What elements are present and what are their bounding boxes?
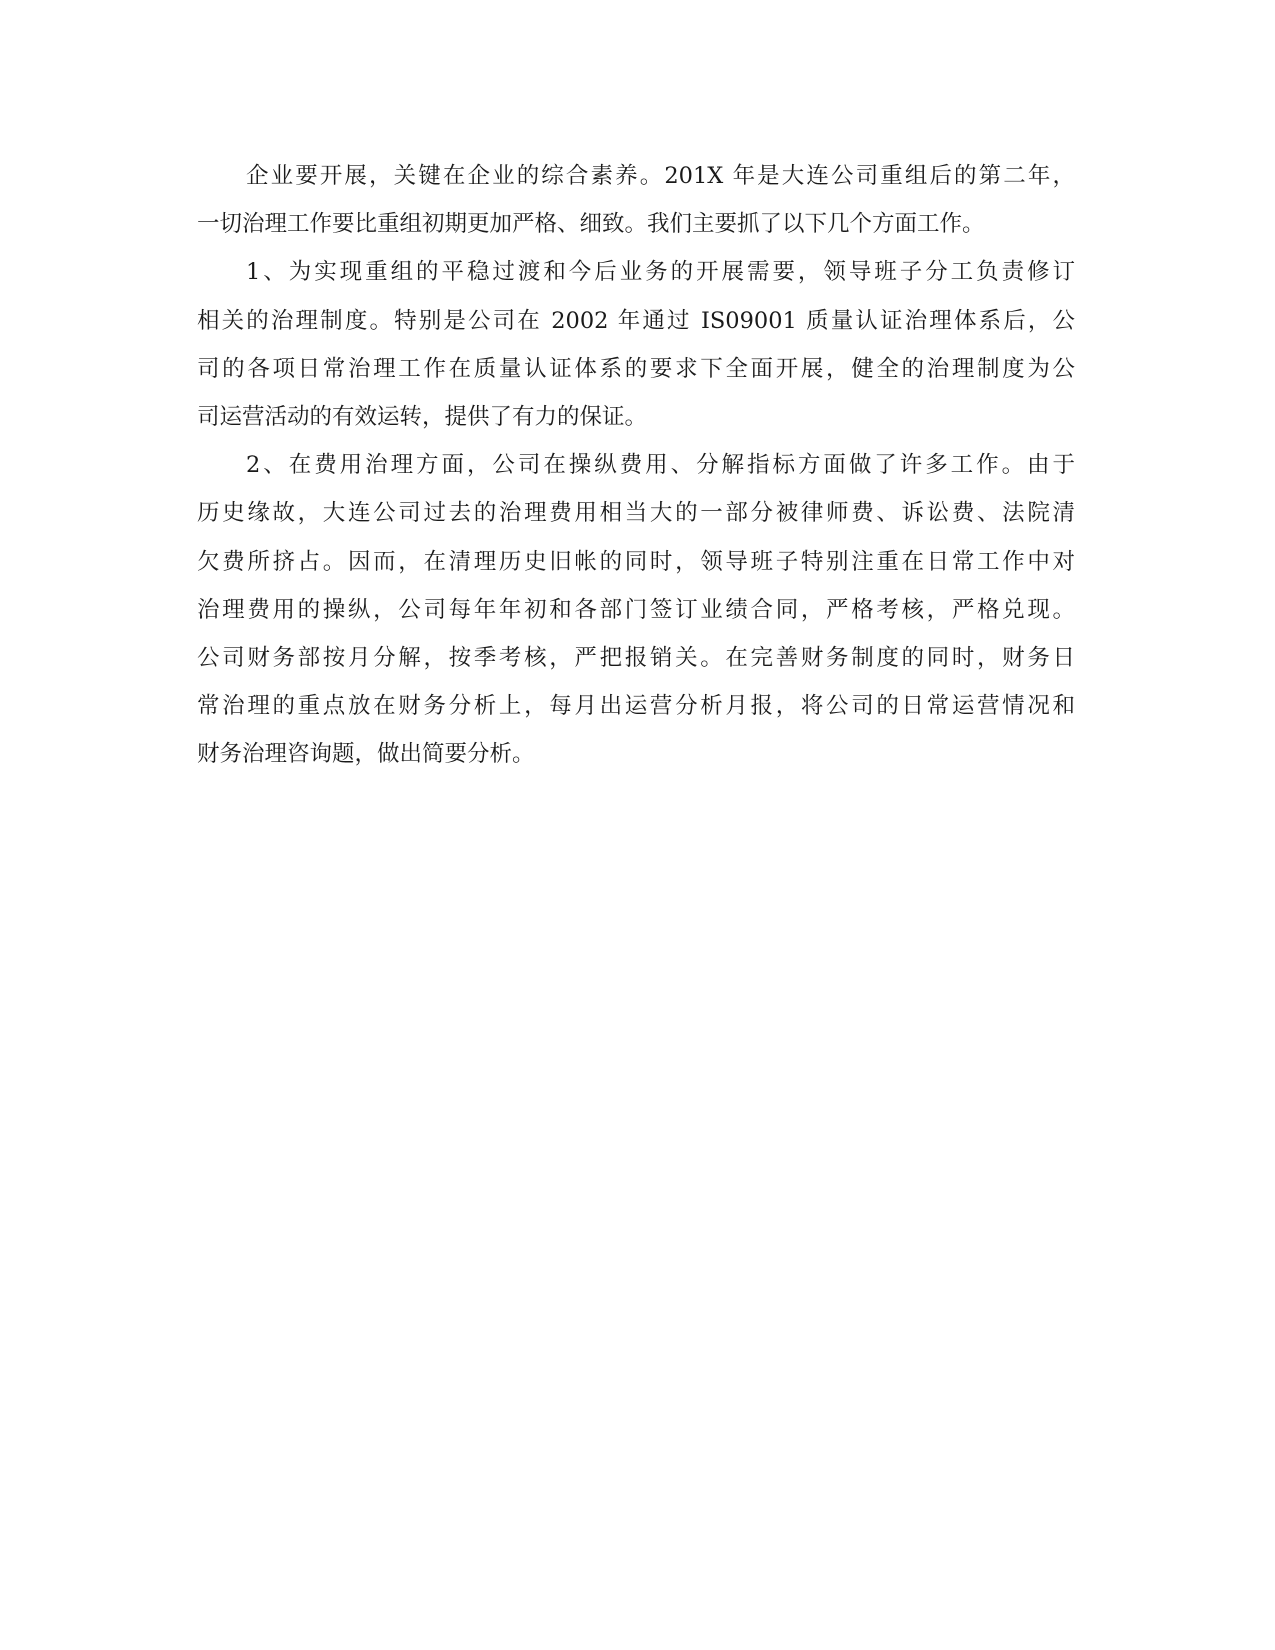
paragraph-line: 治理费用的操纵，公司每年年初和各部门签订业绩合同，严格考核，严格兑现。 <box>197 596 1075 623</box>
paragraph-item-2 <box>197 441 1075 778</box>
paragraph-line: 1、为实现重组的平稳过渡和今后业务的开展需要，领导班子分工负责修订 <box>246 259 1075 286</box>
paragraph-line: 常治理的重点放在财务分析上，每月出运营分析月报，将公司的日常运营情况和 <box>197 693 1075 720</box>
paragraph-line: 企业要开展，关键在企业的综合素养。201X 年是大连公司重组后的第二年， <box>246 163 1075 189</box>
paragraph-line: 欠费所挤占。因而，在清理历史旧帐的同时，领导班子特别注重在日常工作中对 <box>197 548 1075 575</box>
paragraph-line: 司运营活动的有效运转，提供了有力的保证。 <box>197 403 648 430</box>
paragraph-line: 历史缘故，大连公司过去的治理费用相当大的一部分被律师费、诉讼费、法院清 <box>197 500 1075 527</box>
paragraph-line: 相关的治理制度。特别是公司在 2002 年通过 IS09001 质量认证治理体系后，公 <box>197 307 1075 334</box>
paragraph-line: 2、在费用治理方面，公司在操纵费用、分解指标方面做了许多工作。由于 <box>246 452 1075 479</box>
paragraph-line: 财务治理咨询题，做出简要分析。 <box>197 741 535 768</box>
paragraph-item-1 <box>197 248 1075 441</box>
document-body <box>197 152 1075 778</box>
paragraph-line: 一切治理工作要比重组初期更加严格、细致。我们主要抓了以下几个方面工作。 <box>197 211 985 238</box>
paragraph-line: 司的各项日常治理工作在质量认证体系的要求下全面开展，健全的治理制度为公 <box>197 355 1075 382</box>
paragraph-line: 公司财务部按月分解，按季考核，严把报销关。在完善财务制度的同时，财务日 <box>197 644 1075 671</box>
paragraph-intro <box>197 152 1075 248</box>
